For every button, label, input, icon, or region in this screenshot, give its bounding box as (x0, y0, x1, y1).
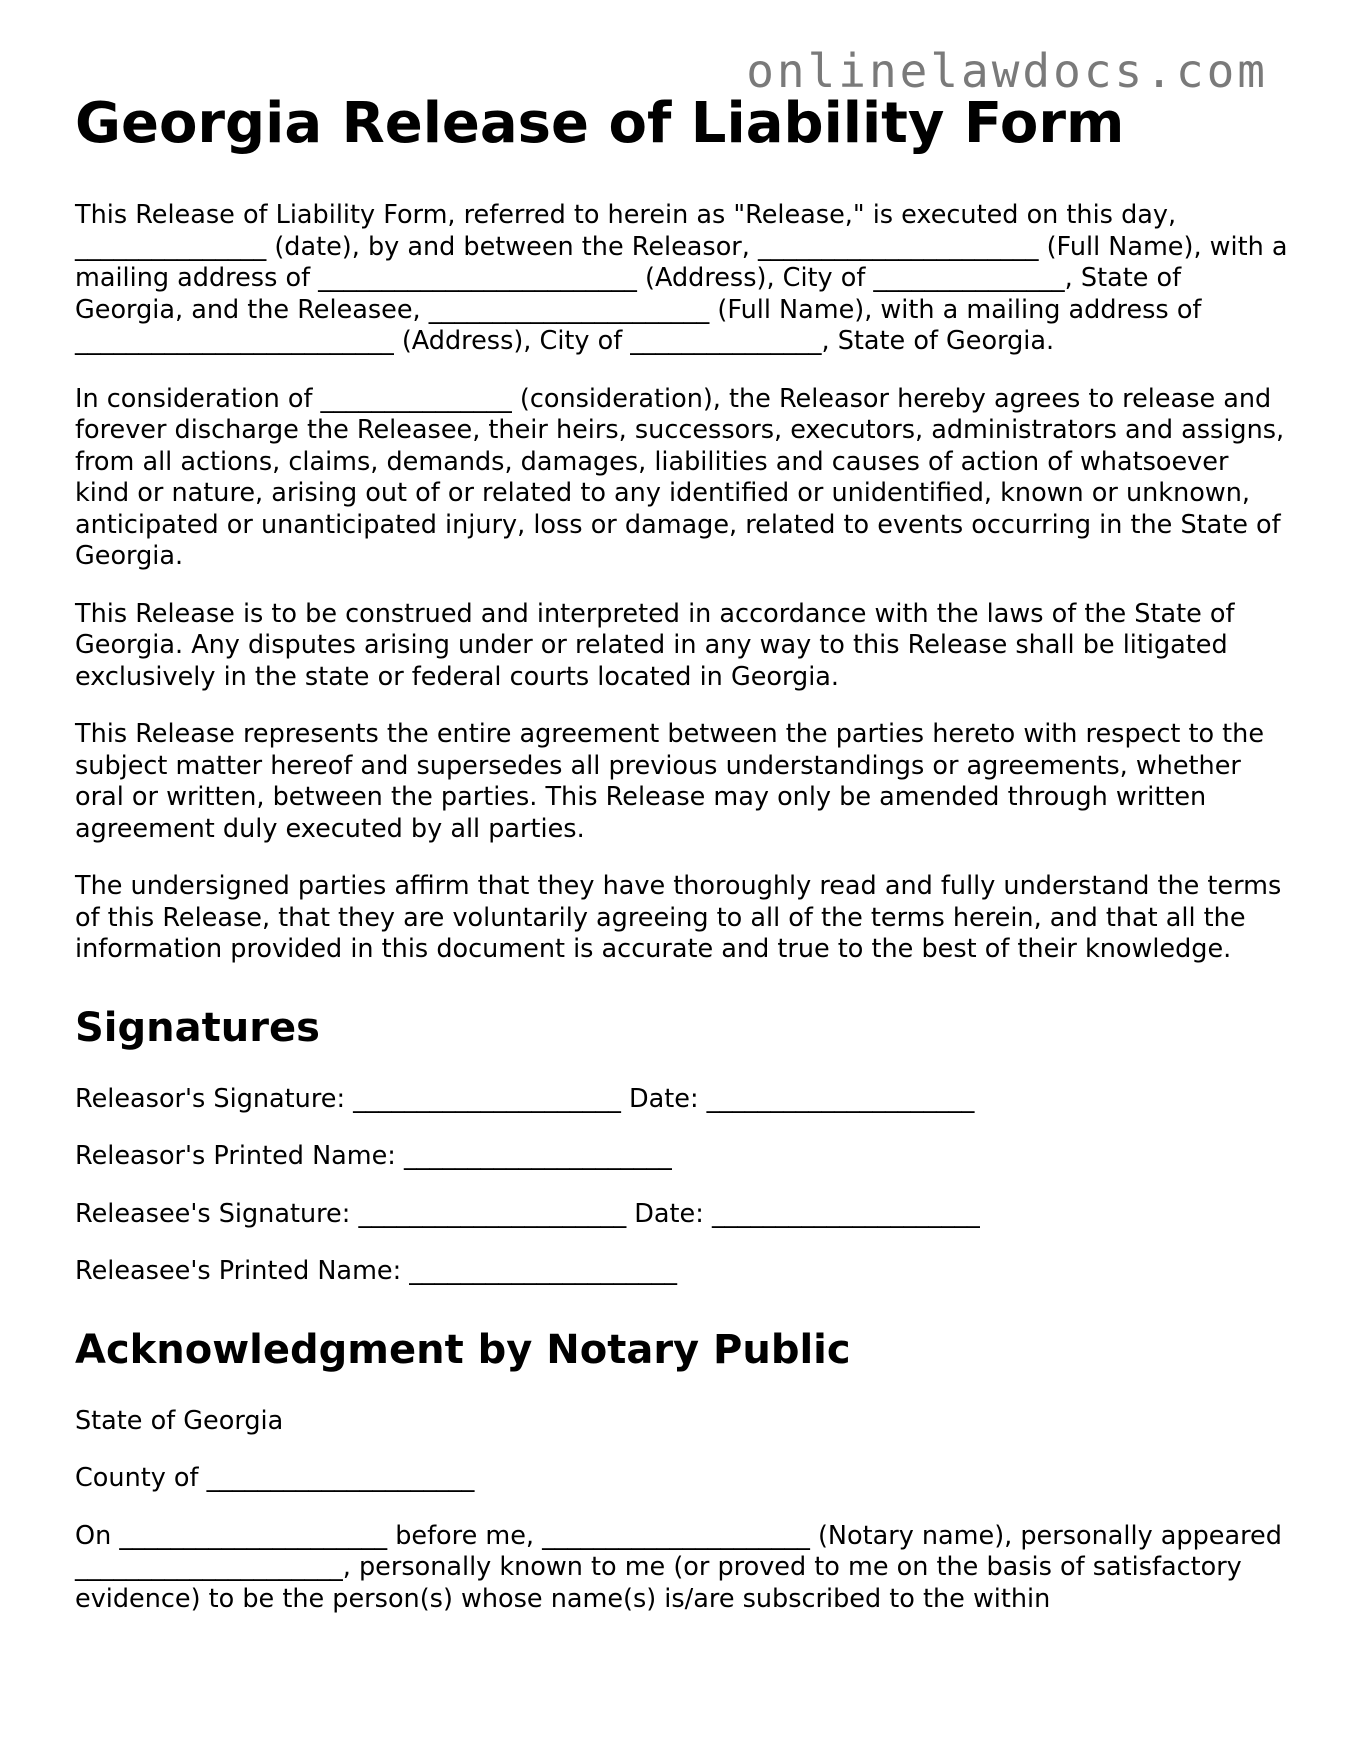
governing-law-paragraph: This Release is to be construed and interpreted in accordance with the laws of the State of Georgia. Any disputes arising under or related in any way to this Release shall be litigated exclusively in the state or federal courts located in Georgia. (75, 598, 1235, 692)
watermark: onlinelawdocs.com (746, 44, 1268, 98)
entire-agreement-paragraph: This Release represents the entire agreement between the parties hereto with respect to the subject matter hereof and supersedes all previous understandings or agreements, whether oral or written, between the parties. This Release may only be amended through written agreement duly executed by all parties. (75, 719, 1265, 844)
notary-heading: Acknowledgment by Notary Public (75, 1326, 851, 1373)
intro-paragraph: This Release of Liability Form, referred to herein as "Release," is executed on this day, _______________ (date), by and between the Releasor, ______________________ (Full Name), with a mailing address of _________________________ (Address), City of _______________, State of Georgia, and the Releasee, ______________________ (Full Name), with a mailing address of _________________________ (Address), City of _______________, State of Georgia. (75, 200, 1288, 357)
releasor-signature-line: Releasor's Signature: _____________________ Date: _____________________ (75, 1083, 975, 1114)
consideration-paragraph: In consideration of _______________ (consideration), the Releasor hereby agrees to release and forever discharge the Releasee, their heirs, successors, executors, administrators and assigns, from all actions, claims, demands, damages, liabilities and causes of action of whatsoever kind or nature, arising out of or related to any identified or unidentified, known or unknown, anticipated or unanticipated injury, loss or damage, related to events occurring in the State of Georgia. (75, 383, 1285, 572)
notary-statement: On _____________________ before me, _____________________ (Notary name), personally appeared _____________________, personally known to me (or proved to me on the basis of satisfactory evidence) to be the person(s) whose name(s) is/are subscribed to the within (75, 1520, 1282, 1614)
releasor-printed-name-line: Releasor's Printed Name: _____________________ (75, 1141, 672, 1172)
document-page (75, 92, 1290, 1641)
signatures-heading: Signatures (75, 1004, 320, 1051)
notary-county-line: County of _____________________ (75, 1463, 475, 1494)
releasee-signature-line: Releasee's Signature: _____________________ Date: _____________________ (75, 1198, 980, 1229)
affirmation-paragraph: The undersigned parties affirm that they have thoroughly read and fully understand the terms of this Release, that they are voluntarily agreeing to all of the terms herein, and that all the information provided in this document is accurate and true to the best of their knowledge. (75, 871, 1282, 965)
document-title: Georgia Release of Liability Form (75, 91, 1125, 156)
notary-state-line: State of Georgia (75, 1405, 284, 1436)
releasee-printed-name-line: Releasee's Printed Name: _____________________ (75, 1256, 678, 1287)
